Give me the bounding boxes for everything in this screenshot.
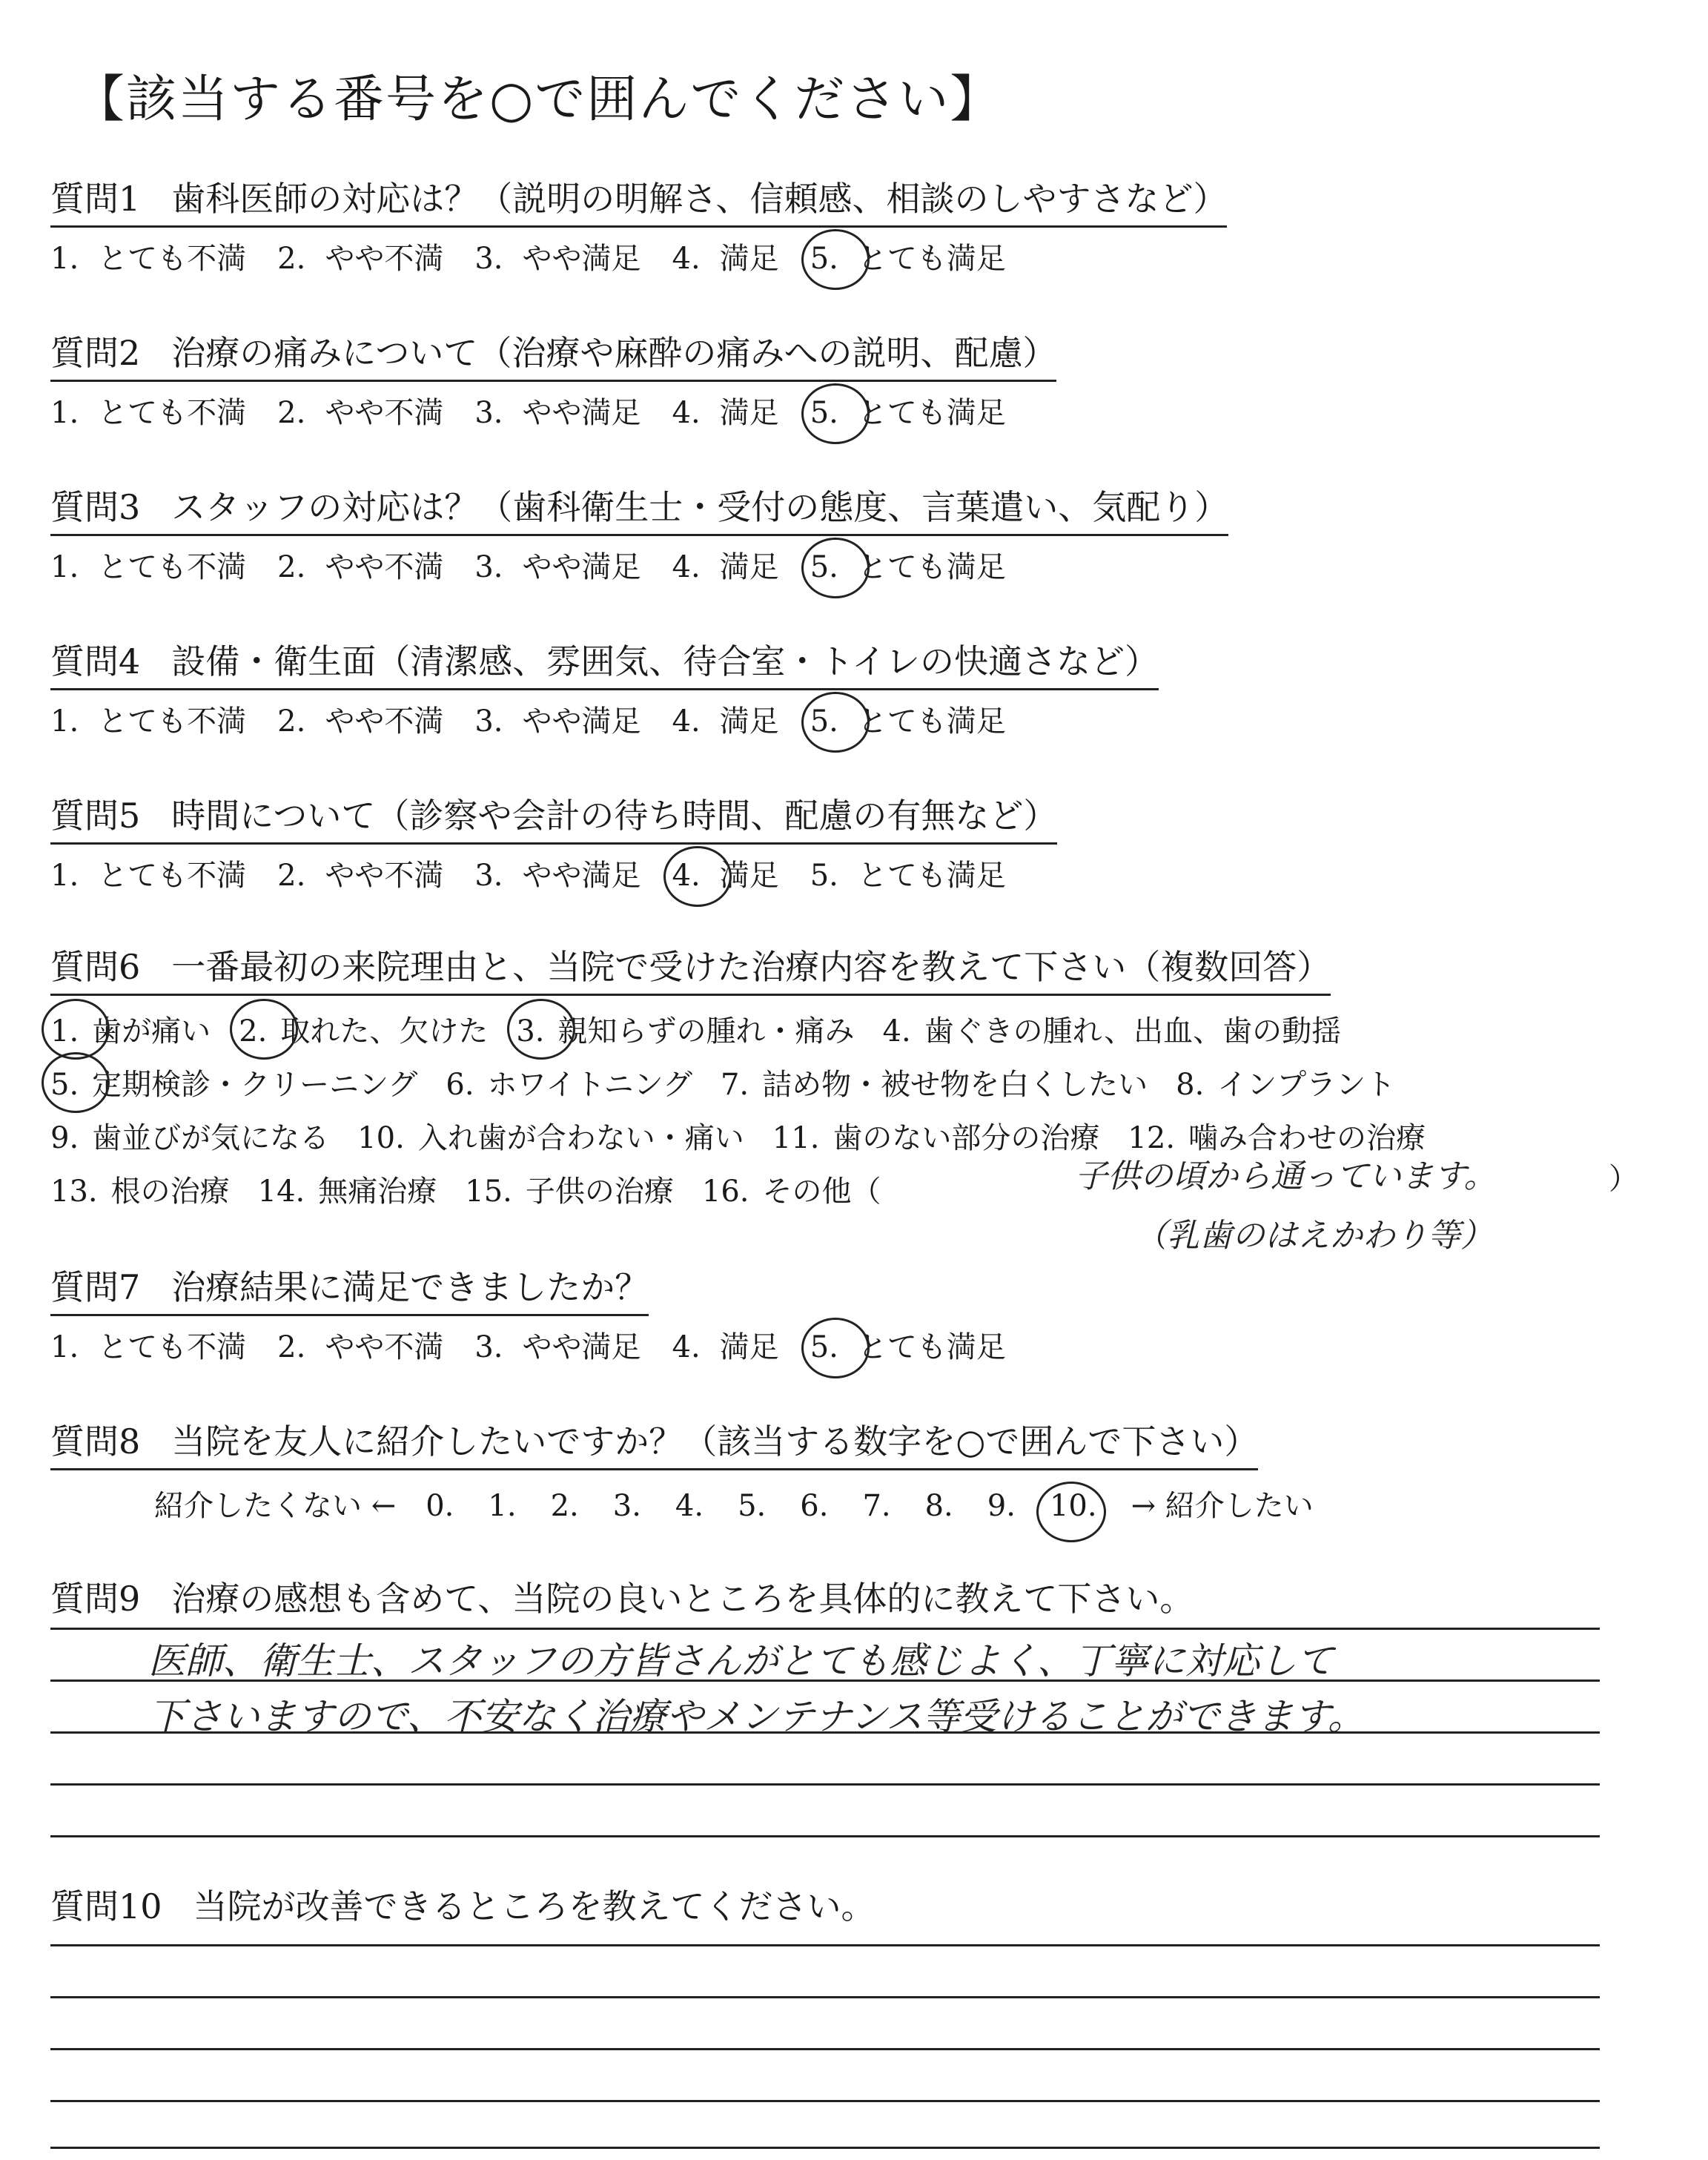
question-text: 治療の感想も含めて、当院の良いところを具体的に教えて下さい。 bbox=[171, 1579, 1194, 1619]
option-number: 3. bbox=[474, 396, 503, 430]
selection-circle bbox=[801, 692, 870, 753]
option-label: 子供の治療 bbox=[525, 1175, 674, 1209]
option-number: 4. bbox=[672, 396, 701, 430]
option-number: 5. bbox=[810, 242, 838, 276]
selection-circle bbox=[42, 1052, 110, 1113]
selection-circle bbox=[801, 538, 870, 598]
selection-circle bbox=[801, 383, 870, 444]
option-number: 2. bbox=[277, 396, 306, 430]
option-item[interactable] bbox=[474, 698, 640, 740]
option-number: 1. bbox=[50, 859, 79, 893]
answer-line bbox=[50, 1835, 1600, 1837]
option-item[interactable] bbox=[516, 1005, 854, 1058]
option-number: 5. bbox=[50, 1068, 79, 1102]
option-item[interactable] bbox=[50, 1058, 417, 1112]
question-text: 治療結果に満足できましたか？ bbox=[171, 1267, 649, 1307]
question-title bbox=[50, 480, 1228, 536]
scale-option[interactable]: 1. bbox=[488, 1489, 517, 1523]
scale-option[interactable]: 10. bbox=[1050, 1489, 1097, 1523]
option-label: やや満足 bbox=[522, 242, 641, 276]
question-title bbox=[50, 1415, 1258, 1470]
option-label: やや満足 bbox=[522, 859, 641, 893]
option-label: やや満足 bbox=[522, 396, 641, 430]
option-number: 1. bbox=[50, 396, 79, 430]
option-number: 2. bbox=[277, 242, 306, 276]
option-label: やや満足 bbox=[522, 550, 641, 584]
option-number: 8. bbox=[1176, 1068, 1205, 1102]
option-item[interactable] bbox=[277, 544, 443, 586]
question-label: 質問7 bbox=[50, 1267, 141, 1307]
option-number: 16. bbox=[701, 1175, 749, 1209]
option-item[interactable] bbox=[50, 698, 246, 740]
option-label: とても満足 bbox=[857, 242, 1006, 276]
option-label: 根の治療 bbox=[110, 1175, 230, 1209]
option-label: とても満足 bbox=[857, 704, 1006, 739]
question-title bbox=[50, 1880, 875, 1929]
option-number: 3. bbox=[474, 704, 503, 739]
option-number: 2. bbox=[277, 1330, 306, 1364]
option-label: 歯のない部分の治療 bbox=[833, 1121, 1100, 1155]
question-text: 一番最初の来院理由と、当院で受けた治療内容を教えて下さい（複数回答） bbox=[171, 947, 1331, 987]
selection-circle bbox=[507, 999, 575, 1060]
option-label: 満足 bbox=[719, 1330, 779, 1364]
option-item[interactable] bbox=[702, 1165, 881, 1218]
option-item[interactable] bbox=[810, 698, 1006, 740]
option-number: 14. bbox=[257, 1175, 305, 1209]
option-list bbox=[50, 235, 1227, 277]
question-text: スタッフの対応は？（歯科衛生士・受付の態度、言葉遣い、気配り） bbox=[171, 487, 1229, 527]
option-number: 4. bbox=[672, 859, 701, 893]
option-item[interactable] bbox=[810, 389, 1006, 432]
option-label: その他（ bbox=[762, 1175, 881, 1209]
option-label: とても不満 bbox=[98, 704, 247, 739]
option-number: 3. bbox=[516, 1014, 545, 1048]
scale-option[interactable]: 7. bbox=[862, 1489, 891, 1523]
option-item[interactable] bbox=[50, 1005, 211, 1058]
question-label: 質問6 bbox=[50, 947, 141, 987]
option-number: 6. bbox=[446, 1068, 474, 1102]
option-number: 4. bbox=[672, 242, 701, 276]
option-item[interactable] bbox=[474, 852, 640, 894]
option-label: 満足 bbox=[719, 396, 779, 430]
question-text: 時間について（診察や会計の待ち時間、配慮の有無など） bbox=[171, 796, 1058, 836]
option-item[interactable] bbox=[50, 1165, 230, 1218]
option-label: とても満足 bbox=[857, 396, 1006, 430]
option-label: 親知らずの腫れ・痛み bbox=[557, 1014, 855, 1048]
option-label: やや不満 bbox=[325, 1330, 444, 1364]
option-number: 1. bbox=[50, 1330, 79, 1364]
option-item[interactable] bbox=[277, 389, 443, 432]
option-number: 15. bbox=[465, 1175, 512, 1209]
option-label: 歯が痛い bbox=[92, 1014, 211, 1048]
answer-line bbox=[50, 1628, 1600, 1630]
option-item[interactable] bbox=[50, 389, 246, 432]
option-item[interactable] bbox=[446, 1058, 692, 1112]
option-label: 定期検診・クリーニング bbox=[92, 1068, 418, 1102]
option-item[interactable] bbox=[50, 235, 246, 277]
option-label: 満足 bbox=[719, 704, 779, 739]
option-number: 1. bbox=[50, 704, 79, 739]
question-text: 設備・衛生面（清潔感、雰囲気、待合室・トイレの快適さなど） bbox=[171, 641, 1159, 681]
question-1 bbox=[50, 172, 1227, 277]
option-item[interactable] bbox=[672, 389, 779, 432]
option-row bbox=[50, 1005, 1454, 1058]
question-text: 歯科医師の対応は？（説明の明解さ、信頼感、相談のしやすさなど） bbox=[171, 179, 1228, 219]
option-item[interactable] bbox=[474, 1324, 640, 1366]
option-item[interactable] bbox=[672, 235, 779, 277]
question-text: 当院を友人に紹介したいですか？（該当する数字を○で囲んで下さい） bbox=[171, 1421, 1259, 1462]
answer-line bbox=[50, 1783, 1600, 1786]
option-number: 5. bbox=[810, 859, 838, 893]
option-number: 4. bbox=[672, 704, 701, 739]
option-label: とても満足 bbox=[857, 859, 1006, 893]
option-item[interactable] bbox=[672, 852, 779, 894]
option-label: やや不満 bbox=[325, 396, 444, 430]
option-label: やや満足 bbox=[522, 704, 641, 739]
option-number: 2. bbox=[277, 859, 306, 893]
option-number: 4. bbox=[882, 1014, 911, 1048]
question-title bbox=[50, 940, 1331, 996]
option-item[interactable] bbox=[883, 1005, 1342, 1058]
option-label: ホワイトニング bbox=[487, 1068, 692, 1102]
question-label: 質問2 bbox=[50, 333, 141, 373]
question-label: 質問4 bbox=[50, 641, 141, 681]
option-number: 3. bbox=[474, 550, 503, 584]
option-label: 無痛治療 bbox=[318, 1175, 437, 1209]
option-list bbox=[50, 852, 1057, 894]
question-text: 当院が改善できるところを教えてください。 bbox=[193, 1886, 875, 1926]
option-item[interactable] bbox=[1176, 1058, 1395, 1112]
option-item[interactable] bbox=[672, 1324, 779, 1366]
question-text: 治療の痛みについて（治療や麻酔の痛みへの説明、配慮） bbox=[171, 333, 1057, 373]
option-label: やや満足 bbox=[522, 1330, 641, 1364]
other-answer-line2: （乳歯のはえかわり等） bbox=[1134, 1217, 1493, 1255]
option-number: 1. bbox=[50, 242, 79, 276]
scale-option[interactable]: 5. bbox=[738, 1489, 767, 1523]
selection-circle bbox=[1036, 1482, 1106, 1542]
option-number: 10. bbox=[357, 1121, 405, 1155]
option-item[interactable] bbox=[258, 1165, 437, 1218]
scale-option[interactable]: 0. bbox=[426, 1489, 454, 1523]
option-number: 4. bbox=[672, 550, 701, 584]
option-item[interactable] bbox=[810, 235, 1006, 277]
selection-circle bbox=[801, 229, 870, 290]
option-item[interactable] bbox=[672, 698, 779, 740]
q9-answer-line2: 下さいますので、不安なく治療やメンテナンス等受けることができます。 bbox=[148, 1695, 1365, 1738]
selection-circle bbox=[42, 999, 110, 1060]
answer-line bbox=[50, 2147, 1600, 2149]
option-number: 12. bbox=[1128, 1121, 1176, 1155]
option-label: やや不満 bbox=[325, 242, 444, 276]
question-9 bbox=[50, 1572, 1194, 1621]
option-list bbox=[50, 1324, 1037, 1366]
scale-option[interactable]: 9. bbox=[987, 1489, 1016, 1523]
question-4 bbox=[50, 635, 1159, 740]
option-number: 5. bbox=[810, 1330, 838, 1364]
option-item[interactable] bbox=[474, 389, 640, 432]
question-title bbox=[50, 172, 1227, 228]
option-item[interactable] bbox=[772, 1112, 1100, 1165]
question-label: 質問8 bbox=[50, 1421, 141, 1462]
question-label: 質問1 bbox=[50, 179, 141, 219]
option-number: 1. bbox=[50, 1014, 79, 1048]
question-8 bbox=[50, 1415, 1314, 1525]
option-number: 3. bbox=[474, 1330, 503, 1364]
option-label: とても不満 bbox=[98, 242, 247, 276]
option-number: 5. bbox=[810, 550, 838, 584]
option-label: やや不満 bbox=[325, 550, 444, 584]
question-title bbox=[50, 1261, 649, 1316]
option-item[interactable] bbox=[672, 544, 779, 586]
question-title bbox=[50, 789, 1057, 845]
question-title bbox=[50, 1572, 1194, 1621]
question-5 bbox=[50, 789, 1057, 894]
option-label: とても不満 bbox=[98, 859, 247, 893]
question-label: 質問5 bbox=[50, 796, 141, 836]
question-label: 質問10 bbox=[50, 1886, 162, 1926]
question-7 bbox=[50, 1261, 1037, 1366]
page-title: 【該当する番号を○で囲んでください】 bbox=[74, 70, 1002, 129]
option-label: 満足 bbox=[719, 242, 779, 276]
option-item[interactable] bbox=[239, 1005, 488, 1058]
option-number: 3. bbox=[474, 859, 503, 893]
option-number: 7. bbox=[720, 1068, 749, 1102]
option-number: 5. bbox=[810, 704, 838, 739]
option-item[interactable] bbox=[50, 852, 246, 894]
question-10 bbox=[50, 1880, 875, 1929]
scale-option[interactable]: 2. bbox=[550, 1489, 579, 1523]
question-3 bbox=[50, 480, 1228, 586]
option-label: 満足 bbox=[719, 550, 779, 584]
option-label: やや不満 bbox=[325, 704, 444, 739]
scale-option[interactable]: 6. bbox=[800, 1489, 829, 1523]
scale-right-label: → 紹介したい bbox=[1131, 1489, 1314, 1523]
option-list bbox=[50, 544, 1228, 586]
scale-left-label: 紹介したくない ← bbox=[154, 1489, 397, 1523]
option-label: とても不満 bbox=[98, 1330, 247, 1364]
q9-answer-line1: 医師、衛生士、スタッフの方皆さんがとても感じよく、丁寧に対応して bbox=[148, 1639, 1334, 1682]
option-label: 噛み合わせの治療 bbox=[1188, 1121, 1426, 1155]
option-label: とても満足 bbox=[857, 1330, 1006, 1364]
option-label: とても不満 bbox=[98, 396, 247, 430]
recommend-scale bbox=[154, 1482, 1314, 1525]
answer-line bbox=[50, 2048, 1600, 2050]
option-label: 歯ぐきの腫れ、出血、歯の動揺 bbox=[924, 1014, 1342, 1048]
option-number: 2. bbox=[239, 1014, 268, 1048]
option-number: 1. bbox=[50, 550, 79, 584]
selection-circle bbox=[801, 1318, 870, 1378]
other-close-paren: ） bbox=[1609, 1162, 1638, 1196]
option-item[interactable] bbox=[810, 544, 1006, 586]
option-label: やや不満 bbox=[325, 859, 444, 893]
option-label: 歯並びが気になる bbox=[92, 1121, 330, 1155]
option-item[interactable] bbox=[277, 235, 443, 277]
option-item[interactable] bbox=[474, 544, 640, 586]
answer-line bbox=[50, 1996, 1600, 1998]
scale-option[interactable]: 4. bbox=[675, 1489, 704, 1523]
option-number: 13. bbox=[50, 1175, 98, 1209]
option-number: 3. bbox=[474, 242, 503, 276]
option-label: 詰め物・被せ物を白くしたい bbox=[762, 1068, 1148, 1102]
option-label: インプラント bbox=[1217, 1068, 1396, 1102]
option-label: とても満足 bbox=[857, 550, 1006, 584]
option-item[interactable] bbox=[277, 1324, 443, 1366]
question-label: 質問3 bbox=[50, 487, 141, 527]
option-number: 11. bbox=[772, 1121, 820, 1155]
scale-option[interactable]: 8. bbox=[924, 1489, 953, 1523]
answer-line bbox=[50, 1944, 1600, 1946]
option-item[interactable] bbox=[810, 1324, 1006, 1366]
option-item[interactable] bbox=[474, 235, 640, 277]
option-number: 9. bbox=[50, 1121, 79, 1155]
option-item[interactable] bbox=[721, 1058, 1148, 1112]
option-number: 2. bbox=[277, 550, 306, 584]
option-item[interactable] bbox=[50, 1112, 329, 1165]
scale-option[interactable]: 3. bbox=[612, 1489, 641, 1523]
option-list bbox=[50, 698, 1159, 740]
option-item[interactable] bbox=[357, 1112, 744, 1165]
question-title bbox=[50, 326, 1056, 382]
selection-circle bbox=[230, 999, 298, 1060]
answer-line bbox=[50, 2100, 1600, 2102]
option-item[interactable] bbox=[810, 852, 1006, 894]
option-item[interactable] bbox=[277, 852, 443, 894]
selection-circle bbox=[663, 846, 732, 907]
option-label: 入れ歯が合わない・痛い bbox=[417, 1121, 744, 1155]
other-answer-line1: 子供の頃から通っています。 bbox=[1075, 1157, 1497, 1195]
option-item[interactable] bbox=[277, 698, 443, 740]
option-number: 4. bbox=[672, 1330, 701, 1364]
option-list bbox=[50, 389, 1056, 432]
option-number: 5. bbox=[810, 396, 838, 430]
option-item[interactable] bbox=[50, 544, 246, 586]
option-item[interactable] bbox=[50, 1324, 246, 1366]
option-number: 2. bbox=[277, 704, 306, 739]
question-title bbox=[50, 635, 1159, 690]
option-label: 取れた、欠けた bbox=[280, 1014, 489, 1048]
option-item[interactable] bbox=[465, 1165, 674, 1218]
option-label: 満足 bbox=[719, 859, 779, 893]
question-2 bbox=[50, 326, 1056, 432]
option-row bbox=[50, 1058, 1454, 1112]
option-label: とても不満 bbox=[98, 550, 247, 584]
question-label: 質問9 bbox=[50, 1579, 141, 1619]
